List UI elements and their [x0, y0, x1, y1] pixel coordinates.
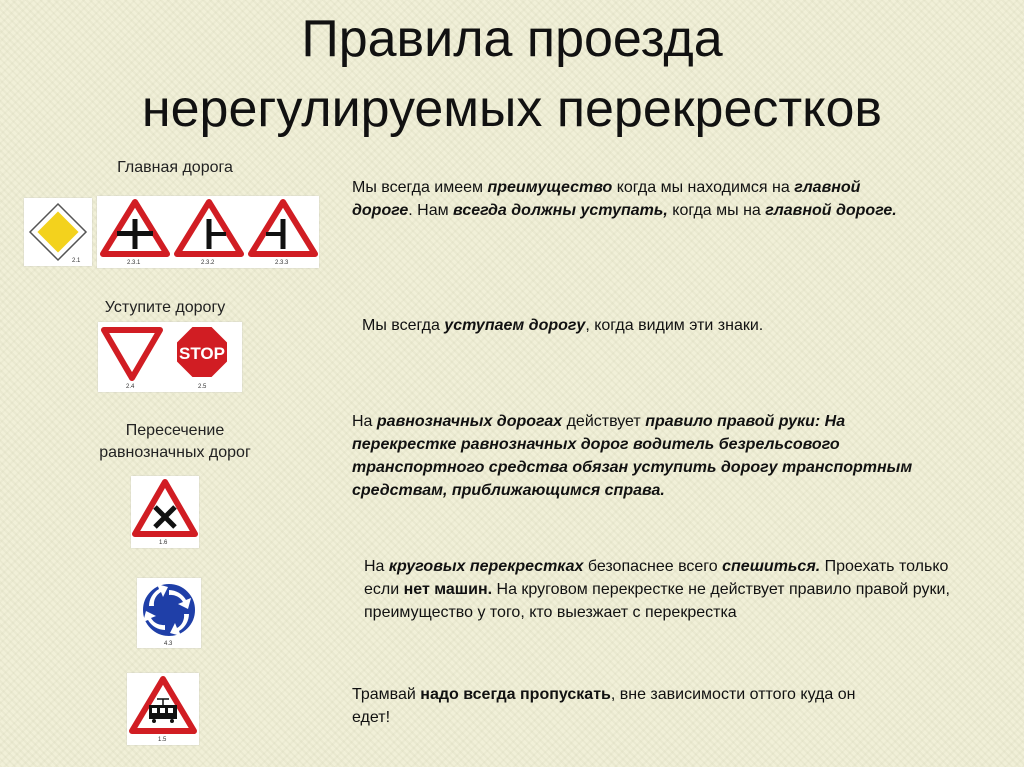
give-way-label: Уступите дорогу	[104, 299, 226, 316]
equal-roads-text: На равнозначных дорогах действует правило правой руки: На перекрестке равнозначных дорог водитель безрельсового транспортного средства обязан уступить дорогу транспортным средствам, приближающимся справа.	[352, 413, 913, 499]
sign-number: 2.1	[72, 258, 81, 264]
give-way-signs	[98, 322, 242, 392]
roundabout-text: На круговых перекрестках безопаснее всего спешиться. Проехать только если нет машин. На круговом перекрестке не действует правило правой руки, преимущество у того, кто выезжает с перекрестка	[364, 558, 950, 621]
equal-roads-label	[70, 420, 280, 464]
equal-roads-sign-1-6	[131, 476, 199, 548]
tram-text: Трамвай надо всегда пропускать, вне зависимости оттого куда он едет!	[352, 686, 856, 726]
stop-text: STOP	[179, 344, 225, 363]
page-title-line1: Правила проезда	[301, 10, 723, 68]
main-road-label: Главная дорога	[117, 159, 233, 176]
give-way-text: Мы всегда уступаем дорогу, когда видим эти знаки.	[362, 317, 764, 334]
sign-number: 2.3.2	[201, 260, 215, 266]
sign-number: 2.3.1	[127, 260, 141, 266]
sign-number: 2.5	[198, 384, 207, 390]
sign-number: 1.5	[158, 737, 167, 743]
equal-roads-label-line2: равнозначных дорог	[99, 444, 251, 461]
main-road-signs-2-3	[97, 196, 319, 268]
page-title-line2: нерегулируемых перекрестков	[141, 80, 883, 138]
main-road-text: Мы всегда имеем преимущество когда мы находимся на главной дороге. Нам всегда должны уступать, когда мы на главной дороге.	[352, 179, 897, 219]
sign-number: 4.3	[164, 641, 173, 647]
sign-number: 2.4	[126, 384, 135, 390]
equal-roads-label-line1: Пересечение	[125, 422, 225, 439]
main-road-sign-2-1	[24, 198, 92, 266]
sign-number: 2.3.3	[275, 260, 289, 266]
sign-number: 1.6	[159, 540, 168, 546]
tram-sign-1-5	[127, 673, 199, 745]
roundabout-sign-4-3	[137, 578, 201, 648]
